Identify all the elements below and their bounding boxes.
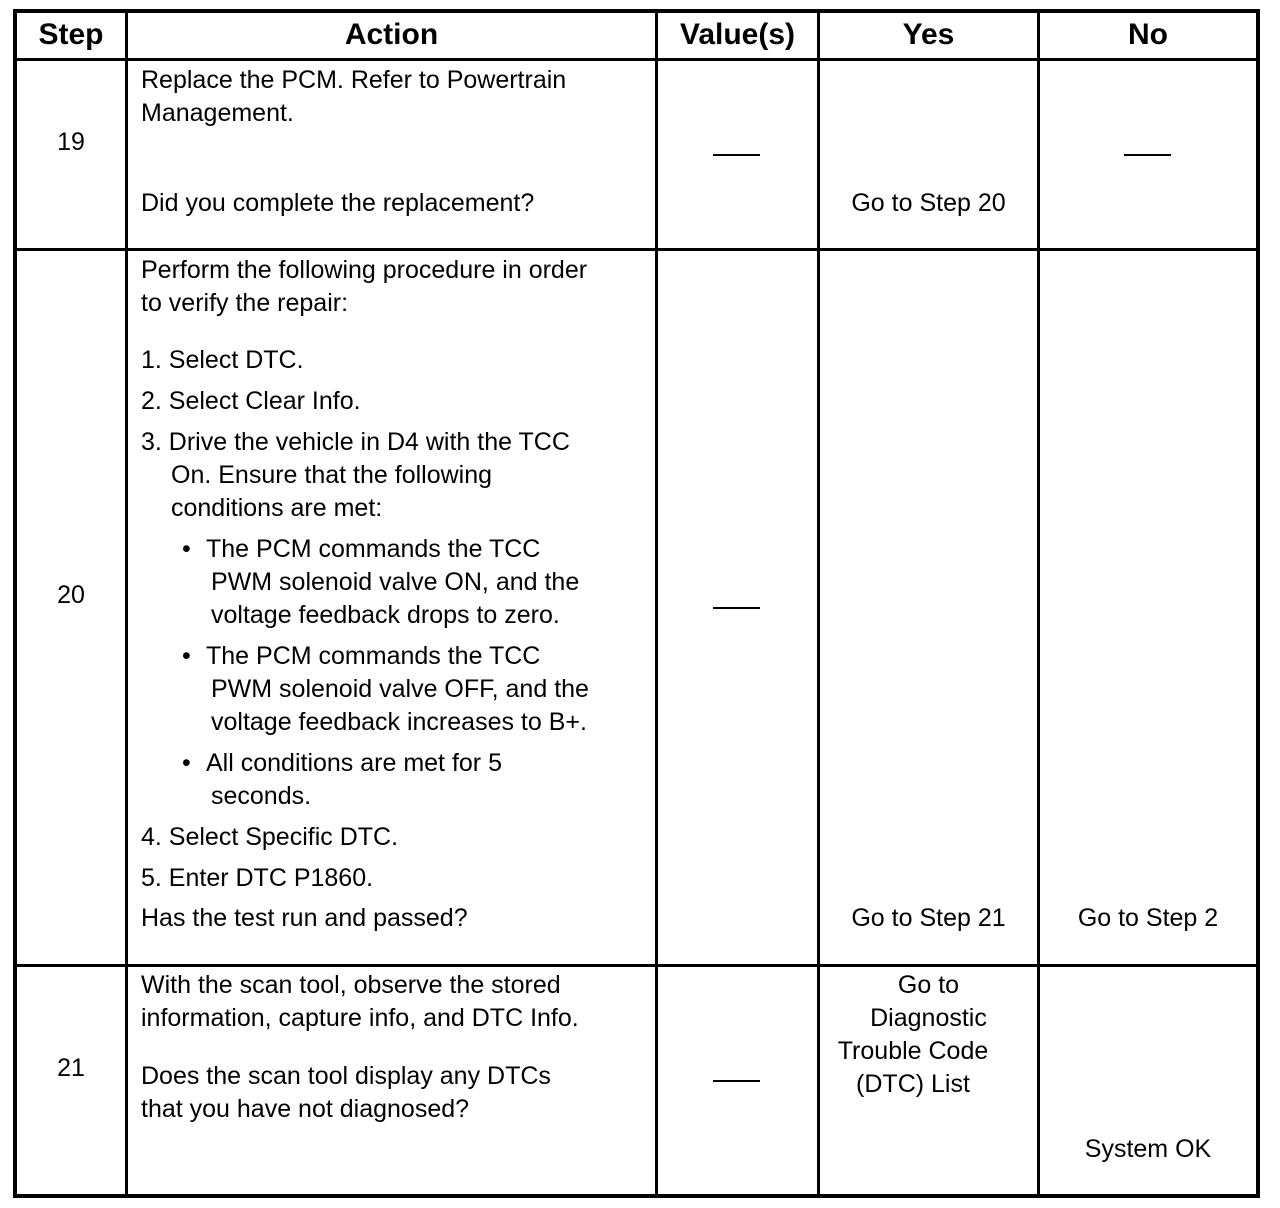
condition-text: voltage feedback drops to zero.	[211, 601, 560, 629]
action-text: information, capture info, and DTC Info.	[141, 1004, 579, 1032]
procedure-step: conditions are met:	[171, 494, 383, 522]
condition-text: All conditions are met for 5	[206, 749, 502, 777]
procedure-step: On. Ensure that the following	[171, 461, 493, 489]
action-question: Does the scan tool display any DTCs	[141, 1062, 551, 1090]
action-text: to verify the repair:	[141, 289, 349, 317]
procedure-step: 4. Select Specific DTC.	[141, 823, 399, 851]
bullet-icon: •	[182, 642, 191, 670]
header-step: Step	[38, 18, 104, 51]
row-divider-20	[17, 964, 1256, 967]
bullet-icon: •	[182, 749, 191, 777]
yes-result: Trouble Code	[837, 1037, 989, 1065]
yes-result: Go to	[897, 971, 960, 999]
column-divider-action	[655, 13, 658, 1194]
condition-text: PWM solenoid valve OFF, and the	[211, 675, 589, 703]
value-empty-dash	[713, 607, 760, 609]
header-action: Action	[344, 18, 439, 51]
yes-result: Diagnostic	[870, 1004, 987, 1032]
column-divider-step	[125, 13, 128, 1194]
action-text: Perform the following procedure in order	[141, 256, 588, 284]
yes-result: (DTC) List	[856, 1070, 970, 1098]
no-empty-dash	[1124, 154, 1171, 156]
condition-text: PWM solenoid valve ON, and the	[211, 568, 580, 596]
action-question: that you have not diagnosed?	[141, 1095, 470, 1123]
condition-text: voltage feedback increases to B+.	[211, 708, 587, 736]
header-values: Value(s)	[679, 18, 796, 51]
procedure-step: 3. Drive the vehicle in D4 with the TCC	[141, 428, 570, 456]
yes-result: Go to Step 20	[851, 189, 1006, 217]
step-number: 20	[57, 581, 85, 609]
step-number: 21	[57, 1054, 85, 1082]
action-text: With the scan tool, observe the stored	[141, 971, 561, 999]
header-yes: Yes	[902, 18, 955, 51]
procedure-step: 1. Select DTC.	[141, 346, 304, 374]
step-number: 19	[57, 128, 85, 156]
yes-result: Go to Step 21	[851, 904, 1006, 932]
value-empty-dash	[713, 154, 760, 156]
procedure-step: 2. Select Clear Info.	[141, 387, 361, 415]
procedure-step: 5. Enter DTC P1860.	[141, 864, 374, 892]
condition-text: The PCM commands the TCC	[206, 642, 541, 670]
header-no: No	[1128, 18, 1168, 51]
no-result: Go to Step 2	[1077, 904, 1219, 932]
action-text: Replace the PCM. Refer to Powertrain	[141, 66, 567, 94]
value-empty-dash	[713, 1080, 760, 1082]
action-question: Has the test run and passed?	[141, 904, 468, 932]
no-result: System OK	[1084, 1135, 1212, 1163]
header-divider	[17, 58, 1256, 61]
row-divider-19	[17, 248, 1256, 251]
action-question: Did you complete the replacement?	[141, 189, 535, 217]
action-text: Management.	[141, 99, 294, 127]
condition-text: seconds.	[211, 782, 312, 810]
bullet-icon: •	[182, 535, 191, 563]
condition-text: The PCM commands the TCC	[206, 535, 541, 563]
column-divider-yes	[1037, 13, 1040, 1194]
